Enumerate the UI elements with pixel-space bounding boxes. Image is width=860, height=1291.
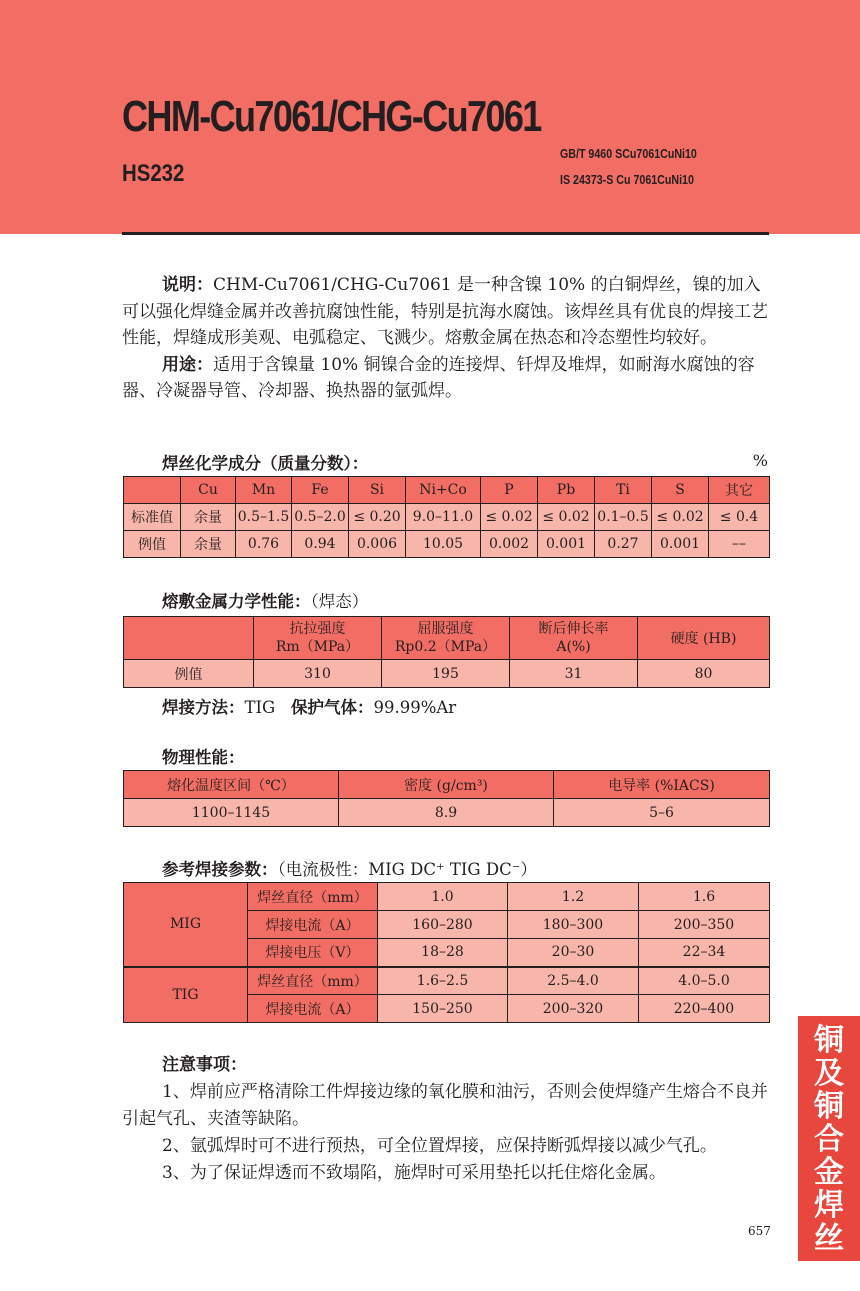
mech-header-elongation: 断后伸长率 A(%) (510, 617, 638, 660)
chem-cell: ≤ 0.20 (349, 504, 406, 531)
description-label: 说明： (162, 275, 213, 295)
tig-value: 4.0–5.0 (639, 967, 770, 995)
mig-param-label: 焊丝直径（mm） (248, 883, 378, 911)
side-tab-char: 合 (814, 1122, 844, 1157)
chem-header-cell: Si (349, 477, 406, 504)
mig-value: 20–30 (508, 939, 639, 967)
mig-param-label: 焊接电流（A） (248, 911, 378, 939)
chem-cell: 0.002 (481, 531, 538, 558)
tig-value: 220–400 (639, 995, 770, 1023)
mig-label: MIG (124, 883, 248, 967)
chem-cell: 9.0–11.0 (406, 504, 481, 531)
welding-method-line (162, 694, 456, 718)
note-item: 3、为了保证焊透而不致塌陷，施焊时可采用垫托以托住熔化金属。 (162, 1163, 666, 1183)
phys-header-melting: 熔化温度区间（℃） (124, 771, 339, 799)
header-rule (122, 232, 769, 235)
phys-section-title: 物理性能： (162, 748, 245, 767)
header-band (0, 0, 860, 234)
page-title: CHM-Cu7061/CHG-Cu7061 (122, 92, 541, 141)
chem-header-cell: Ti (595, 477, 652, 504)
tig-value: 200–320 (508, 995, 639, 1023)
mech-row-label: 例值 (124, 660, 254, 688)
notes-block (122, 1052, 770, 1187)
chem-header-cell: 其它 (709, 477, 770, 504)
mig-value: 1.0 (378, 883, 508, 911)
chem-header-cell: S (652, 477, 709, 504)
side-category-tab (798, 1016, 860, 1261)
params-table (123, 882, 770, 1023)
mech-header-hardness: 硬度 (HB) (638, 617, 770, 660)
standard-gb: GB/T 9460 SCu7061CuNi10 (560, 146, 697, 161)
gas-label: 保护气体： (290, 698, 374, 717)
tig-value: 150–250 (378, 995, 508, 1023)
side-tab-char: 铜 (814, 1089, 844, 1124)
phys-table (123, 770, 770, 827)
tig-value: 2.5–4.0 (508, 967, 639, 995)
params-title-bold: 参考焊接参数： (162, 860, 278, 879)
chem-header-cell: Ni+Co (406, 477, 481, 504)
mig-value: 22–34 (639, 939, 770, 967)
chem-row-label: 例值 (124, 531, 181, 558)
chem-cell: 10.05 (406, 531, 481, 558)
phys-value-conductivity: 5–6 (554, 799, 770, 827)
chem-header-cell: Mn (236, 477, 292, 504)
side-tab-char: 及 (814, 1056, 844, 1091)
chem-cell: 余量 (181, 531, 236, 558)
use-text: 适用于含镍量 10% 铜镍合金的连接焊、钎焊及堆焊，如耐海水腐蚀的容器、冷凝器导管、冷却器、换热器的氩弧焊。 (122, 354, 755, 401)
side-tab-text (798, 1024, 860, 1255)
chem-table (123, 476, 770, 558)
chem-header-cell: Cu (181, 477, 236, 504)
mech-table (123, 616, 770, 688)
chem-unit: % (752, 451, 768, 470)
mig-value: 160–280 (378, 911, 508, 939)
tig-value: 1.6–2.5 (378, 967, 508, 995)
chem-section-title: 焊丝化学成分（质量分数）： (162, 454, 369, 473)
chem-header-row (124, 477, 770, 504)
mig-param-label: 焊接电压（V） (248, 939, 378, 967)
chem-cell: ≤ 0.02 (538, 504, 595, 531)
chem-cell: 余量 (181, 504, 236, 531)
standard-is: IS 24373-S Cu 7061CuNi10 (560, 172, 694, 187)
side-tab-char: 丝 (814, 1221, 844, 1256)
chem-cell: ≤ 0.4 (709, 504, 770, 531)
mig-value: 18–28 (378, 939, 508, 967)
mech-value-yield: 195 (382, 660, 510, 688)
chem-cell: –– (709, 531, 770, 558)
chem-row-standard (124, 504, 770, 531)
mig-value: 180–300 (508, 911, 639, 939)
mig-value: 1.6 (639, 883, 770, 911)
phys-value-melting: 1100–1145 (124, 799, 339, 827)
chem-cell: 0.006 (349, 531, 406, 558)
mech-section-title (162, 588, 368, 612)
mech-header-yield: 屈服强度 Rp0.2（MPa） (382, 617, 510, 660)
tig-label: TIG (124, 967, 248, 1023)
chem-cell: 0.76 (236, 531, 292, 558)
tig-param-label: 焊丝直径（mm） (248, 967, 378, 995)
mech-header-blank (124, 617, 254, 660)
phys-header-conductivity: 电导率 (%IACS) (554, 771, 770, 799)
method-value: TIG (244, 698, 276, 717)
chem-row-label: 标准值 (124, 504, 181, 531)
phys-header-density: 密度 (g/cm³) (339, 771, 554, 799)
chem-cell: 0.001 (652, 531, 709, 558)
mech-value-tensile: 310 (254, 660, 382, 688)
description-block (122, 272, 770, 405)
mech-value-elongation: 31 (510, 660, 638, 688)
params-section-title (162, 856, 537, 880)
chem-cell: ≤ 0.02 (481, 504, 538, 531)
mig-value: 1.2 (508, 883, 639, 911)
chem-header-cell (124, 477, 181, 504)
chem-row-example (124, 531, 770, 558)
side-tab-char: 金 (814, 1155, 844, 1190)
method-label: 焊接方法： (162, 698, 245, 717)
page-number: 657 (748, 1224, 771, 1238)
side-tab-char: 焊 (814, 1188, 844, 1223)
side-tab-char: 铜 (814, 1023, 844, 1058)
mech-value-hardness: 80 (638, 660, 770, 688)
chem-header-cell: Pb (538, 477, 595, 504)
mech-title-rest: （焊态） (310, 592, 369, 611)
chem-cell: 0.27 (595, 531, 652, 558)
notes-title: 注意事项： (162, 1055, 247, 1075)
chem-cell: 0.001 (538, 531, 595, 558)
description-text: CHM-Cu7061/CHG-Cu7061 是一种含镍 10% 的白铜焊丝，镍的加入可以强化焊缝金属并改善抗腐蚀性能，特别是抗海水腐蚀。该焊丝具有优良的焊接工艺性能，焊缝成形美观、电弧稳定、飞溅少。熔敷金属在热态和冷态塑性均较好。 (122, 275, 768, 348)
params-title-rest: （电流极性：MIG DC⁺ TIG DC⁻） (277, 860, 537, 879)
mech-header-tensile: 抗拉强度 Rm（MPa） (254, 617, 382, 660)
chem-header-cell: Fe (292, 477, 349, 504)
chem-cell: ≤ 0.02 (652, 504, 709, 531)
gas-value: 99.99%Ar (373, 698, 457, 717)
product-code: HS232 (122, 160, 185, 187)
note-item: 2、氩弧焊时可不进行预热，可全位置焊接，应保持断弧焊接以减少气孔。 (162, 1136, 717, 1156)
chem-cell: 0.5–2.0 (292, 504, 349, 531)
chem-cell: 0.94 (292, 531, 349, 558)
chem-header-cell: P (481, 477, 538, 504)
use-label: 用途： (162, 354, 213, 375)
chem-cell: 0.1–0.5 (595, 504, 652, 531)
mech-title-bold: 熔敷金属力学性能： (162, 592, 311, 611)
mig-value: 200–350 (639, 911, 770, 939)
phys-value-density: 8.9 (339, 799, 554, 827)
tig-param-label: 焊接电流（A） (248, 995, 378, 1023)
chem-cell: 0.5–1.5 (236, 504, 292, 531)
note-item: 1、焊前应严格清除工件焊接边缘的氧化膜和油污，否则会使焊缝产生熔合不良并引起气孔、夹渣等缺陷。 (122, 1082, 768, 1129)
